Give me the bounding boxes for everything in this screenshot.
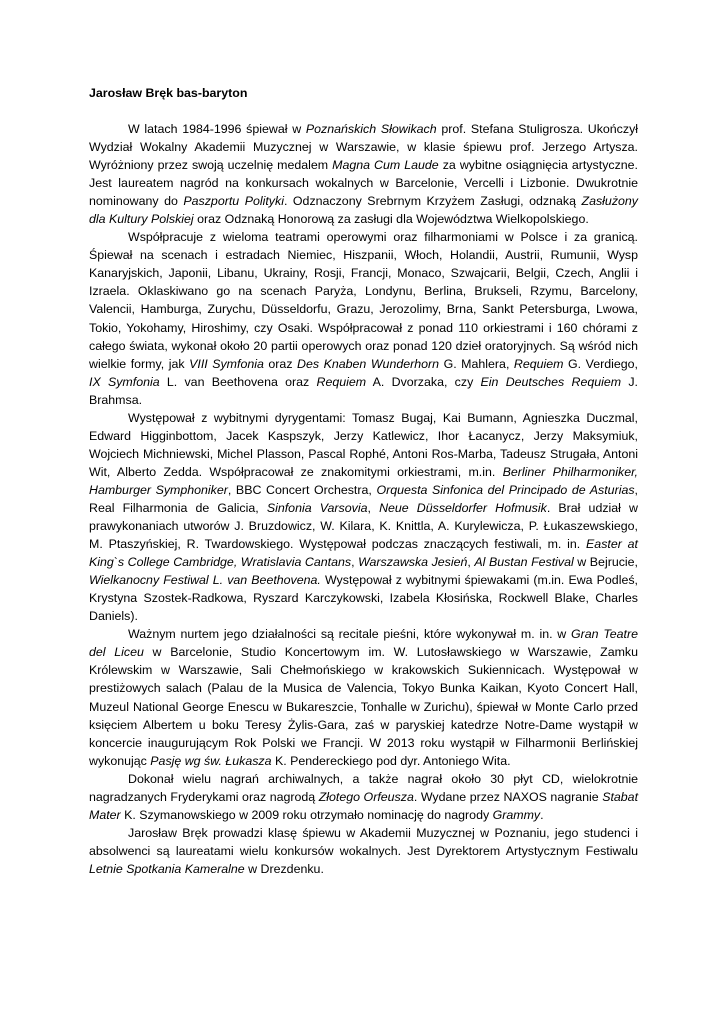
- text-run: Występował z wybitnymi dyrygentami: Tomasz Bugaj, Kai Bumann, Agnieszka Duczmal, Edward Higginbottom, Jacek Kaspszyk, Jerzy Katlewicz, Ihor Łacanycz, Jerzy Maksymiuk, Wojciech Michniewski, Michel Plasson, Pascal Rophé, Antoni Ros-Marba, Tadeusz Strugała, Antoni Wit, Alberto Zedda. Współpracował ze znakomitymi orkiestrami, m.in.: [89, 410, 638, 479]
- italic-text: Ein Deutsches Requiem: [480, 374, 622, 389]
- text-run: G. Mahlera,: [439, 356, 514, 371]
- text-run: , BBC Concert Orchestra,: [227, 482, 377, 497]
- italic-text: Paszportu Polityki: [183, 194, 284, 209]
- italic-text: Złotego Orfeusza: [318, 789, 414, 804]
- italic-text: Des Knaben Wunderhorn: [297, 356, 440, 371]
- text-run: Występował z wybitnymi śpiewakami (m.in. Ewa Podleś, Krystyna Szostek-Radkowa, Ryszard Karczykowski, Izabela Kłosińska, Rockwell Blake, Charles Daniels).: [89, 573, 638, 624]
- italic-text: Magna Cum Laude: [332, 158, 439, 173]
- italic-text: IX Symfonia: [89, 374, 160, 389]
- italic-text: Requiem: [513, 356, 564, 371]
- text-run: ,: [351, 555, 359, 570]
- text-run: G. Verdiego,: [563, 356, 639, 371]
- paragraph: [89, 770, 638, 824]
- text-run: za wybitne osiągnięcia artystyczne. Jest laureatem nagród na konkursach wokalnych w Barcelonie, Vercelli i Lizbonie. Dwukrotnie nominowany do: [89, 158, 639, 209]
- text-run: prof. Stefana Stuligrosza. Ukończył Wydział Wokalny Akademii Muzycznej w Warszawie, w klasie śpiewu prof. Jerzego Artysza. Wyróżniony przez swoją uczelnię medalem: [89, 122, 639, 173]
- text-run: K. Pendereckiego pod dyr. Antoniego Wita.: [271, 753, 511, 768]
- text-run: w Drezdenku.: [244, 861, 324, 876]
- italic-text: Grammy: [492, 807, 541, 822]
- text-run: W latach 1984-1996 śpiewał w: [128, 122, 306, 136]
- italic-text: Poznańskich Słowikach: [305, 122, 437, 136]
- italic-text: Zasłużony dla Kultury Polskiej: [89, 194, 638, 227]
- text-run: .: [540, 807, 544, 822]
- text-run: . Odznaczony Srebrnym Krzyżem Zasługi, odznaką: [283, 194, 582, 209]
- italic-text: Al Bustan Festival: [474, 555, 574, 570]
- italic-text: Warszawska Jesień: [358, 555, 468, 570]
- text-run: . Wydane przez NAXOS nagranie: [413, 789, 603, 804]
- italic-text: Sinfonia Varsovia: [266, 500, 368, 515]
- text-run: . Brał udział w prawykonaniach utworów J. Bruzdowicz, W. Kilara, K. Knittla, A. Kurylewicza, P. Łukaszewskiego, M. Ptaszyńskiej, R. Twardowskiego. Występował podczas znaczących festiwali, m. in.: [89, 500, 639, 552]
- italic-text: Wielkanocny Festiwal L. van Beethovena.: [89, 573, 321, 588]
- italic-text: Pasję wg św. Łukasza: [150, 753, 272, 768]
- text-run: Jarosław Bręk prowadzi klasę śpiewu w Akademii Muzycznej w Poznaniu, jego studenci i absolwenci są laureatami wielu konkursów wokalnych. Jest Dyrektorem Artystycznym Festiwalu: [89, 825, 638, 858]
- text-run: Ważnym nurtem jego działalności są recitale pieśni, które wykonywał m. in. w: [128, 627, 572, 642]
- paragraph: [89, 409, 638, 626]
- text-run: K. Szymanowskiego w 2009 roku otrzymało nominację do nagrody: [120, 807, 493, 822]
- document-body: [89, 120, 638, 878]
- text-run: Współpracuje z wieloma teatrami operowymi oraz filharmoniami w Polsce i za granicą. Śpiewał na scenach i estradach Niemiec, Hiszpanii, Włoch, Holandii, Austrii, Rumunii, Wysp Kanaryjskich, Japonii, Libanu, Ukrainy, Rosji, Francji, Monaco, Szwajcarii, Belgii, Czech, Anglii i Izraela. Oklaskiwano go na scenach Paryża, Londynu, Berlina, Brukseli, Rzymu, Barcelony, Valencii, Hamburga, Zurychu, Düsseldorfu, Grazu, Jerozolimy, Brna, Sankt Petersburga, Lwowa, Tokio, Yokohamy, Hiroshimy, czy Osaki. Współpracował z ponad 110 orkiestrami i 160 chórami z całego świata, wykonał około 20 partii operowych oraz ponad 120 dzieł oratoryjnych. Są wśród nich wielkie formy, jak: [89, 230, 638, 371]
- text-run: L. van Beethovena oraz: [159, 374, 317, 389]
- text-run: J. Brahmsa.: [89, 374, 638, 407]
- text-run: ,: [367, 500, 380, 515]
- text-run: ,: [467, 555, 475, 570]
- italic-text: Easter at King`s College Cambridge, Wratislavia Cantans: [89, 537, 638, 570]
- paragraph: [89, 625, 638, 769]
- italic-text: Letnie Spotkania Kameralne: [89, 861, 245, 876]
- text-run: , Real Filharmonia de Galicia,: [89, 482, 638, 515]
- italic-text: Gran Teatre del Liceu: [89, 627, 638, 660]
- italic-text: VIII Symfonia: [189, 356, 264, 371]
- text-run: oraz Odznaką Honorową za zasługi dla Województwa Wielkopolskiego.: [193, 212, 589, 227]
- italic-text: Orquesta Sinfonica del Principado de Asturias: [376, 482, 635, 497]
- document-page: [89, 84, 638, 878]
- text-run: Dokonał wielu nagrań archiwalnych, a także nagrał około 30 płyt CD, wielokrotnie nagradzanych Fryderykami oraz nagrodą: [89, 771, 638, 804]
- italic-text: Berliner Philharmoniker, Hamburger Symphoniker: [89, 464, 638, 497]
- document-title: Jarosław Bręk bas-baryton: [89, 86, 248, 100]
- italic-text: Requiem: [316, 374, 367, 389]
- paragraph: [89, 120, 638, 228]
- text-run: A. Dvorzaka, czy: [366, 374, 481, 389]
- text-run: w Barcelonie, Studio Koncertowym im. W. Lutosławskiego w Warszawie, Zamku Królewskim w Warszawie, Sali Chełmońskiego w krakowskich Sukiennicach. Występował w prestiżowych salach (Palau de la Musica de Valencia, Tokyo Bunka Kaikan, Kyoto Concert Hall, Muzeul National George Enescu w Bukareszcie, Tonhalle w Zurichu), śpiewał w Monte Carlo przed księciem Albertem u boku Teresy Żylis-Gara, zaś w paryskiej katedrze Notre-Dame wystąpił w koncercie inaugurującym Rok Polski we Francji. W 2013 roku wystąpił w Filharmonii Berlińskiej wykonując: [89, 645, 638, 768]
- paragraph: [89, 824, 638, 878]
- paragraph: [89, 228, 638, 408]
- text-run: oraz: [263, 356, 298, 371]
- text-run: w Bejrucie,: [573, 555, 638, 570]
- italic-text: Stabat Mater: [89, 789, 639, 822]
- italic-text: Neue Düsseldorfer Hofmusik: [379, 500, 547, 515]
